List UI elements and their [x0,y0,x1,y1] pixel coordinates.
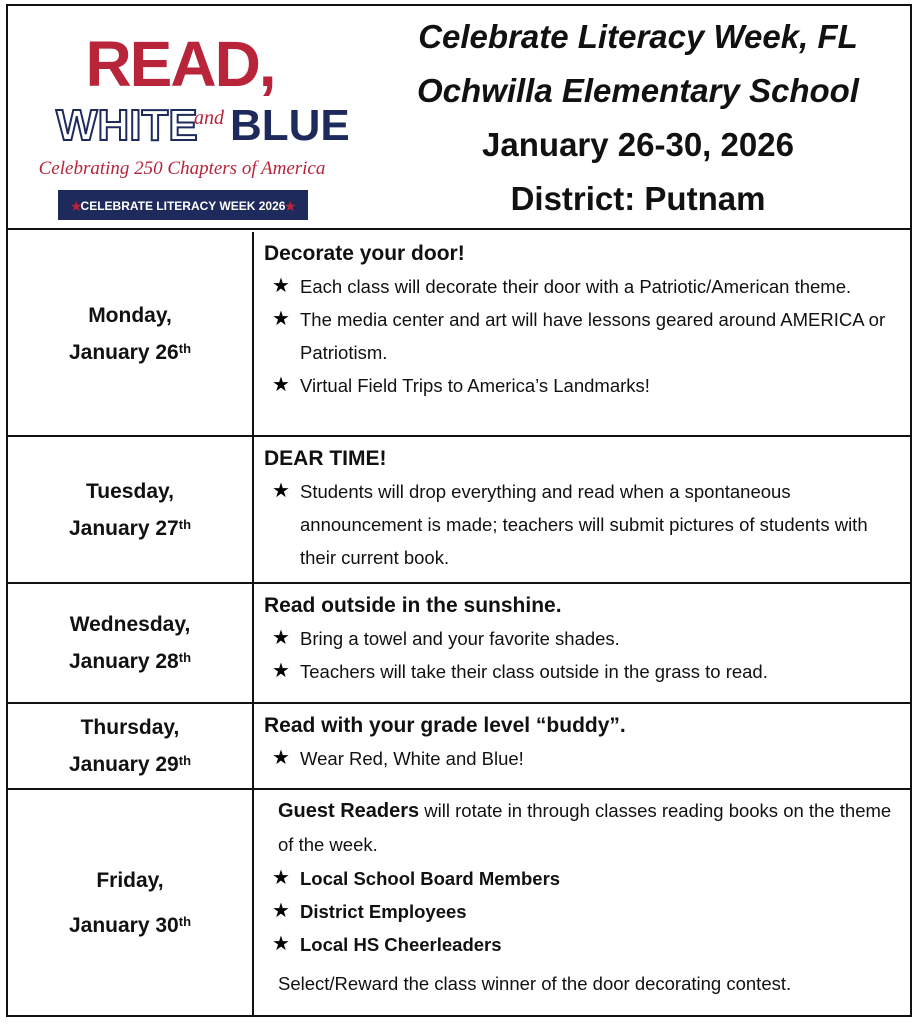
star-icon: ★ [272,374,290,396]
activity-list [264,270,898,402]
date-text: January 29 [68,753,179,776]
banner-star-icon: ★ [70,198,83,214]
school-name: Ochwilla Elementary School [417,72,859,109]
header [8,6,910,230]
item-text: The media center and art will have lessons geared around AMERICA or Patriotism. [300,309,886,363]
read-white-blue-logo [38,12,350,222]
logo-graphic [38,12,350,222]
activity-title: Decorate your door! [264,242,465,265]
list-item [264,270,898,303]
logo-tagline: Celebrating 250 Chapters of America [38,158,326,179]
activity-list [264,862,898,961]
list-item [264,622,898,655]
activity-cell [256,584,910,688]
list-item [264,928,898,961]
date-suffix: th [178,516,192,532]
list-item [264,303,898,369]
list-item [264,655,898,688]
activity-intro [264,794,898,862]
activity-title: Guest Readers [278,800,420,822]
day-row-wednesday [8,584,910,704]
star-icon: ★ [272,660,290,682]
star-icon: ★ [272,275,290,297]
star-icon: ★ [272,308,290,330]
item-text: Local School Board Members [300,868,561,889]
logo-banner-text: CELEBRATE LITERACY WEEK 2026 [80,199,286,213]
date-text: January 30 [68,913,179,937]
item-text: Teachers will take their class outside in the grass to read. [300,661,768,682]
star-icon: ★ [272,747,290,769]
day-cell [8,232,254,435]
date [69,334,191,371]
date [69,643,191,680]
day-cell [8,584,254,702]
logo-word-read-end: D, [214,28,275,100]
star-icon: ★ [272,480,290,502]
event-title: Celebrate Literacy Week, FL [418,18,858,55]
weekday: Thursday, [80,716,180,739]
schedule-sheet [6,4,912,1017]
date-suffix: th [178,753,192,768]
logo-word-blue: BLUE [230,101,350,150]
header-text [388,10,888,226]
item-text: Bring a towel and your favorite shades. [300,628,620,649]
date-text: January 28 [68,650,179,673]
activity-list [264,742,898,775]
date-suffix: th [178,650,192,665]
weekday: Tuesday, [86,479,174,503]
logo-word-white: WHITE [56,101,198,150]
intro-text: will rotate in through classes reading books on the theme of the week. [278,800,892,855]
list-item [264,862,898,895]
date [69,907,191,944]
day-cell [8,704,254,788]
date-suffix: th [178,340,192,356]
date-text: January 27 [68,516,179,540]
item-text: Wear Red, White and Blue! [300,748,524,769]
day-row-thursday [8,704,910,790]
day-cell [8,437,254,582]
list-item [264,369,898,402]
logo-word-read: REA [85,28,215,100]
item-text: District Employees [300,901,467,922]
item-text: Students will drop everything and read when a spontaneous announcement is made; teachers will submit pictures of students with their current book. [300,481,868,568]
weekday: Friday, [96,868,164,892]
svg-text:READ, [85,28,274,100]
event-dates: January 26-30, 2026 [482,126,794,163]
activity-title: Read with your grade level “buddy”. [264,714,626,737]
logo-word-and: and [194,107,224,129]
weekday: Monday, [88,303,172,327]
activity-cell [256,704,910,775]
item-text: Virtual Field Trips to America’s Landmarks! [300,375,650,396]
district-name: District: Putnam [510,180,766,217]
star-icon: ★ [272,867,290,889]
date [69,746,191,783]
date [69,510,191,547]
banner-star-icon: ★ [284,198,297,214]
item-text: Each class will decorate their door with a Patriotic/American theme. [300,276,852,297]
date-suffix: th [178,913,192,929]
activity-title: DEAR TIME! [264,447,387,470]
weekday: Wednesday, [69,613,191,636]
star-icon: ★ [272,627,290,649]
activity-cell [256,790,910,1001]
date-text: January 26 [68,340,179,364]
activity-outro: Select/Reward the class winner of the door decorating contest. [278,973,792,994]
list-item [264,895,898,928]
activity-list [264,622,898,688]
activity-title: Read outside in the sunshine. [264,594,562,617]
star-icon: ★ [272,900,290,922]
activity-cell [256,437,910,574]
day-row-friday [8,790,910,1015]
day-row-tuesday [8,437,910,584]
star-icon: ★ [272,933,290,955]
day-cell [8,790,254,1015]
list-item [264,475,898,574]
day-row-monday [8,232,910,437]
item-text: Local HS Cheerleaders [300,934,502,955]
activity-list [264,475,898,574]
activity-cell [256,232,910,402]
list-item [264,742,898,775]
